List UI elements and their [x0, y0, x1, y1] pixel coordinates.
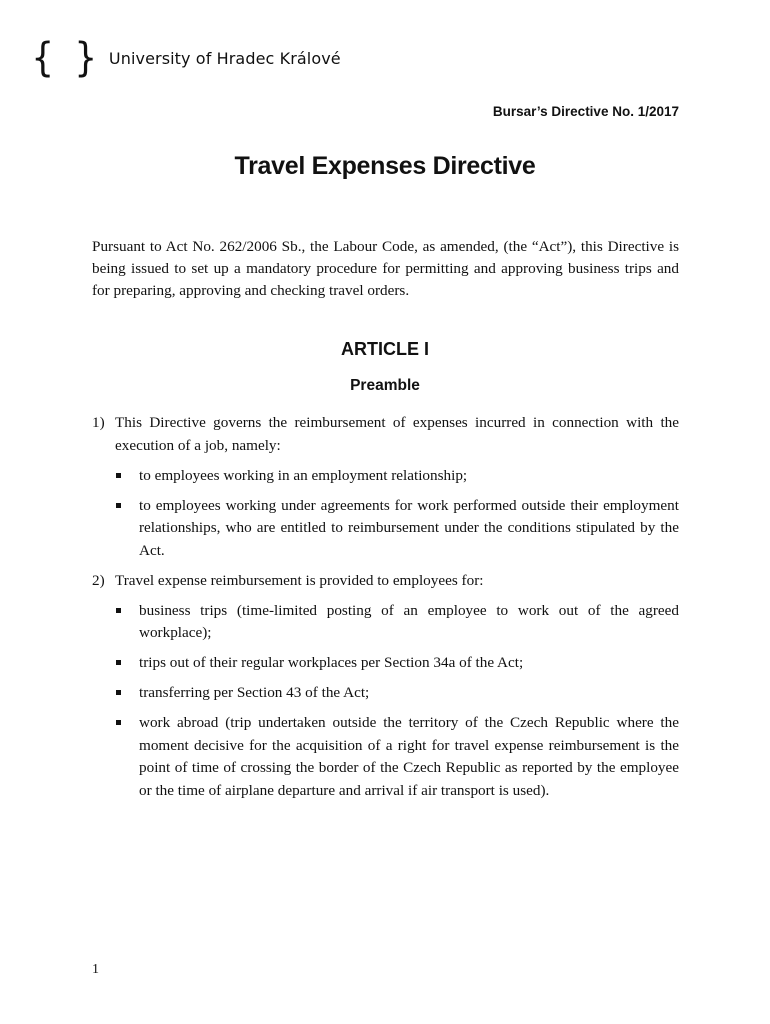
intro-paragraph: Pursuant to Act No. 262/2006 Sb., the Labour Code, as amended, (the “Act”), this Directive is being issued to set up a mandatory procedure for permitting and approving business trips and for preparing, approving and checking travel orders. [92, 238, 679, 299]
list-item [92, 712, 679, 802]
item-text: This Directive governs the reimbursement of expenses incurred in connection with the execution of a job, namely: [115, 414, 679, 454]
bullet-text: transferring per Section 43 of the Act; [139, 684, 370, 701]
bullet-list-2 [92, 600, 679, 803]
numbered-item-1 [92, 412, 679, 457]
list-item [92, 682, 679, 705]
list-item [92, 495, 679, 563]
article-heading: ARTICLE I [341, 339, 429, 359]
page-title: Travel Expenses Directive [234, 152, 536, 180]
item-text: Travel expense reimbursement is provided to employees for: [115, 571, 484, 589]
item-number: 2) [92, 571, 105, 589]
left-brace-icon: { [31, 35, 55, 81]
bullet-text: work abroad (trip undertaken outside the territory of the Czech Republic where the moment decisive for the acquisition of a right for travel expense reimbursement is the point of time of crossing the border of the Czech Republic as reported by the employee or the time of airplane departure and arrival if air transport is used). [139, 714, 679, 799]
square-bullet-icon [116, 720, 121, 725]
bullet-text: trips out of their regular workplaces per Section 34a of the Act; [139, 654, 524, 671]
article-subheading: Preamble [350, 377, 420, 394]
article-items [92, 412, 679, 802]
square-bullet-icon [116, 473, 121, 478]
directive-number: Bursar’s Directive No. 1/2017 [492, 104, 679, 119]
square-bullet-icon [116, 660, 121, 665]
bullet-list-1 [92, 465, 679, 563]
square-bullet-icon [116, 690, 121, 695]
bullet-text: business trips (time-limited posting of an employee to work out of the agreed workplace); [139, 601, 679, 641]
bullet-text: to employees working in an employment relationship; [139, 466, 468, 484]
list-item [92, 600, 679, 645]
numbered-item-2 [92, 570, 679, 593]
list-item [92, 465, 679, 488]
item-number: 1) [92, 414, 105, 431]
university-name: University of Hradec Králové [108, 48, 341, 68]
bullet-text: to employees working under agreements for work performed outside their employment relationships, who are entitled to reimbursement under the conditions stipulated by the Act. [139, 496, 679, 559]
list-item [92, 652, 679, 675]
page-number: 1 [92, 962, 99, 977]
right-brace-icon: } [74, 35, 98, 81]
square-bullet-icon [116, 608, 121, 613]
university-logo [30, 35, 341, 81]
square-bullet-icon [116, 503, 121, 508]
